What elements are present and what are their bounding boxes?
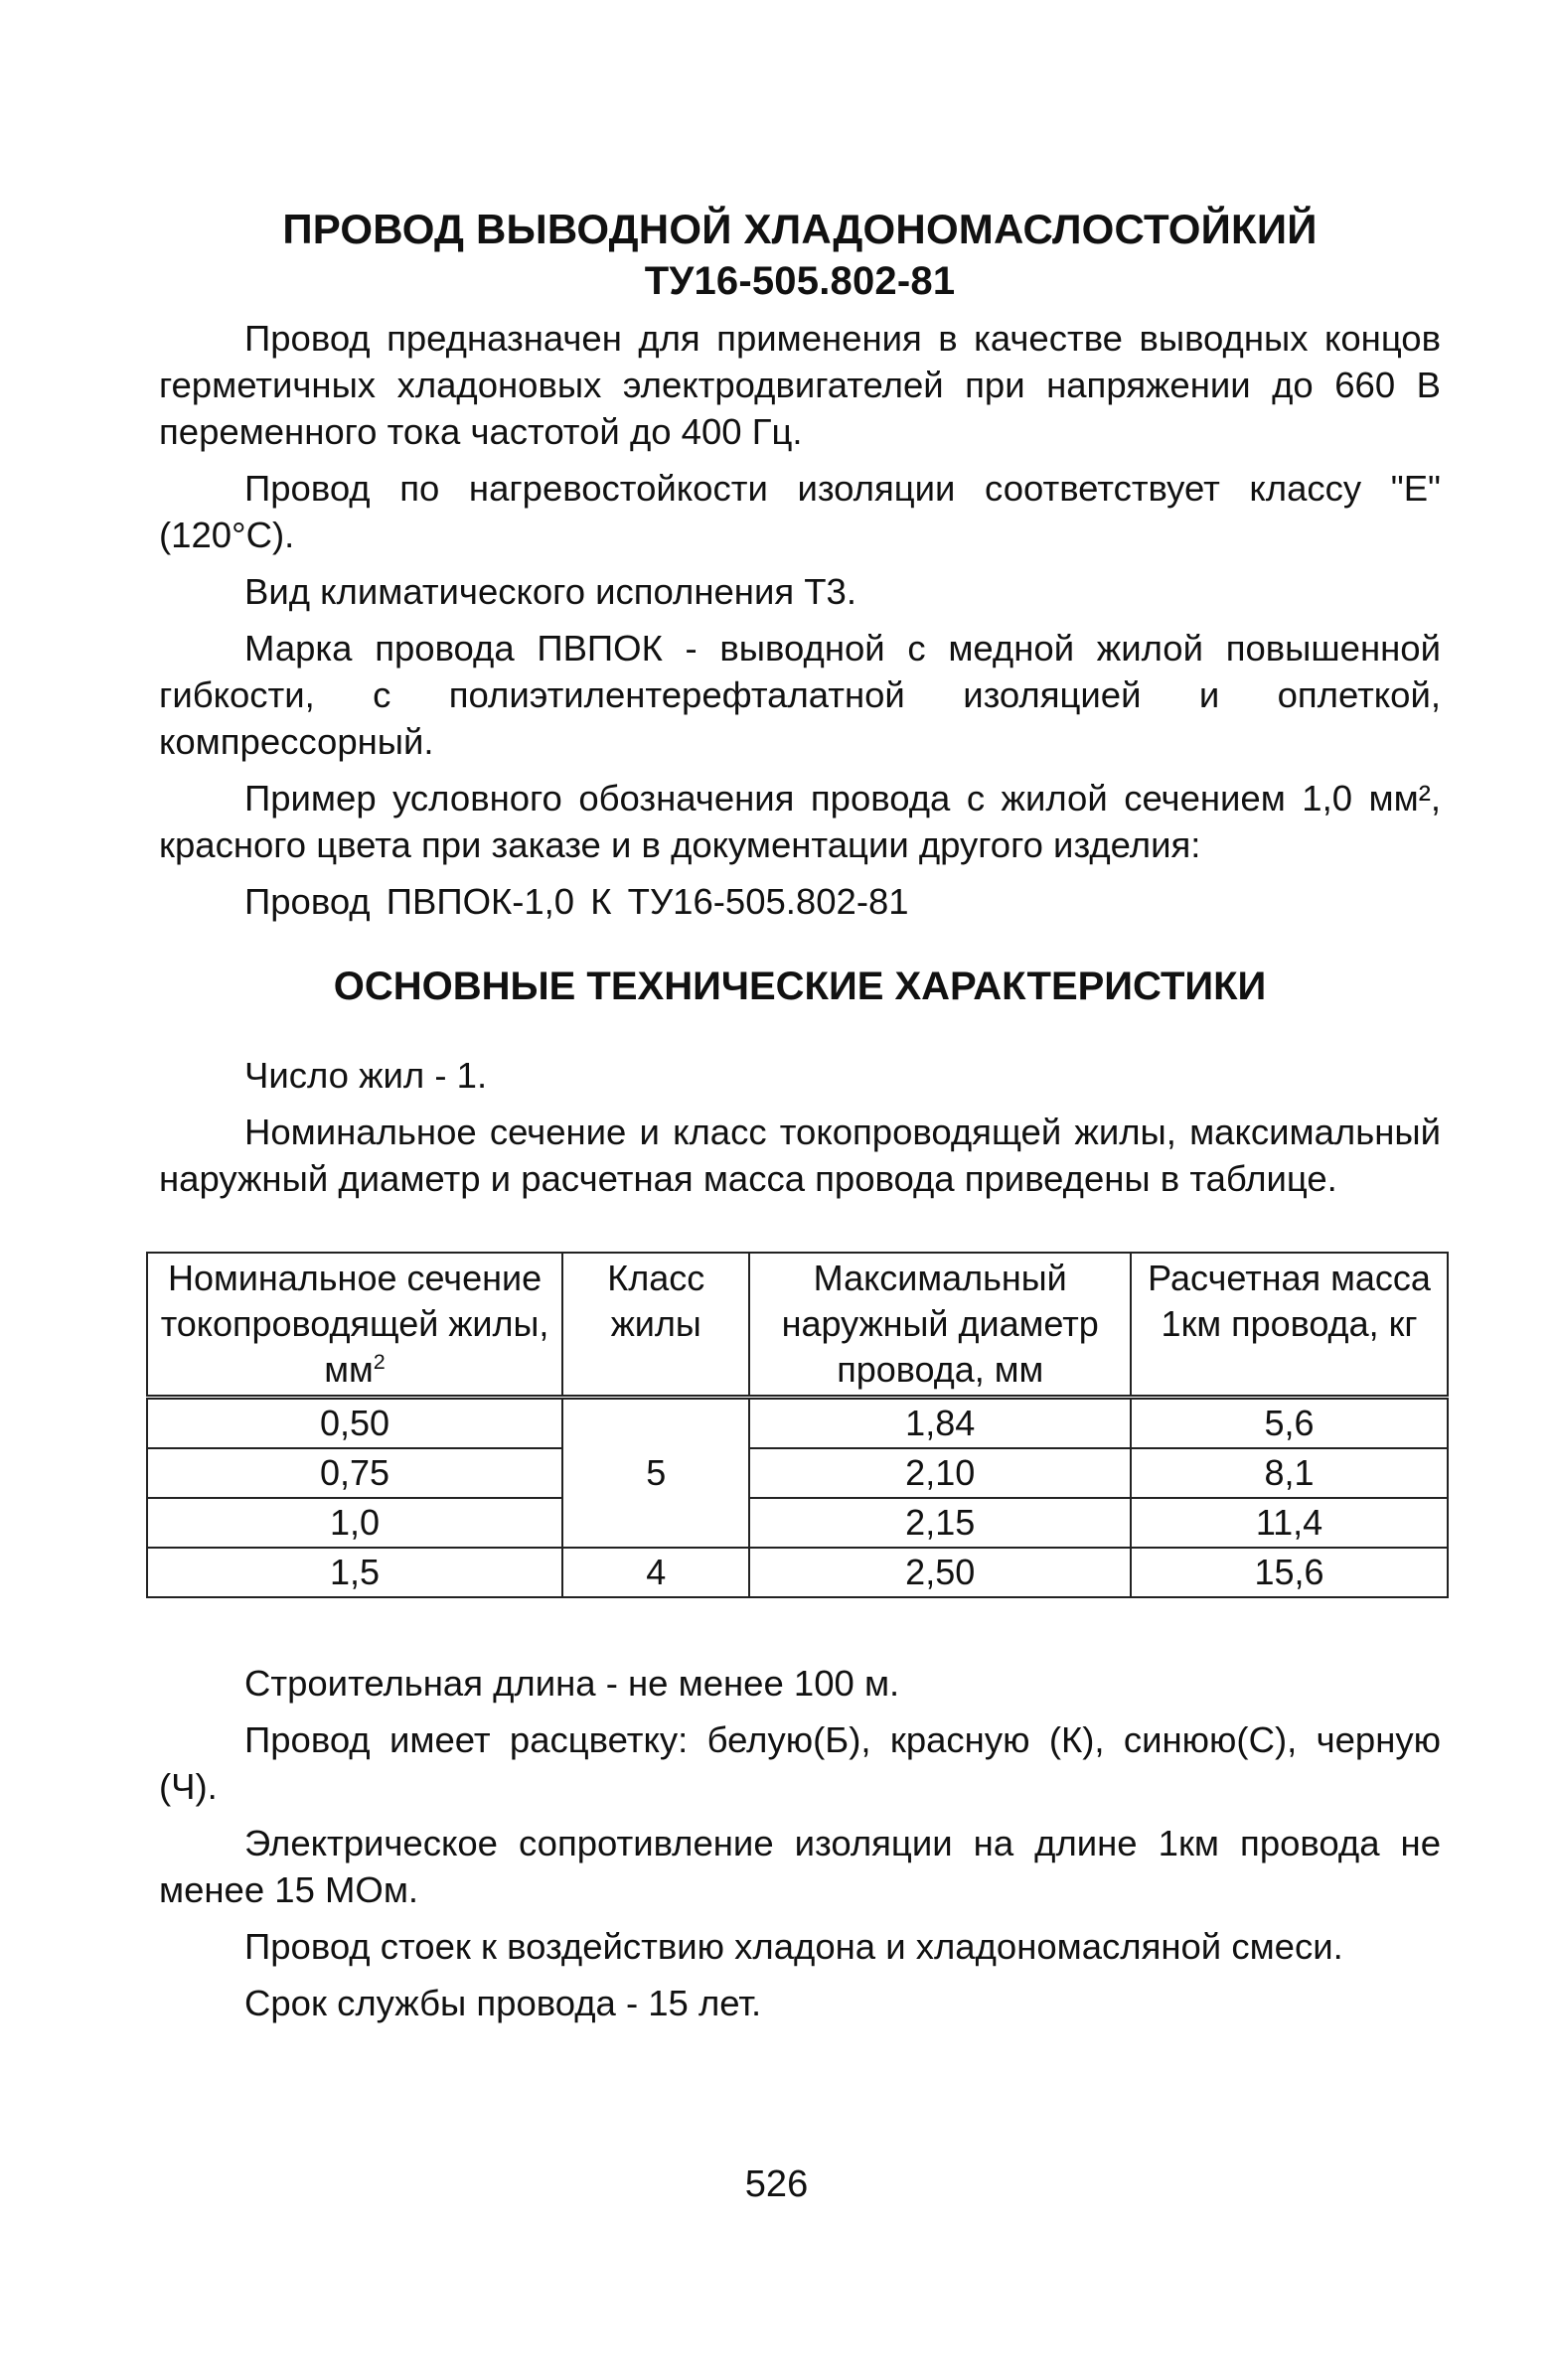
page-number: 526 xyxy=(744,2163,809,2205)
header-mass: Расчетная масса 1км провода, кг xyxy=(1131,1253,1448,1398)
specs-table xyxy=(146,1252,1449,1598)
document-title: ПРОВОД ВЫВОДНОЙ ХЛАДОНОМАСЛОСТОЙКИЙ xyxy=(282,206,1318,252)
table-row xyxy=(147,1498,1448,1548)
document-page xyxy=(159,204,1441,2036)
paragraph-service-life: Срок службы провода - 15 лет. xyxy=(244,1983,762,2023)
paragraph-example: Пример условного обозначения провода с жилой сечением 1,0 мм², красного цвета при заказе и в документации другого изделия: xyxy=(159,778,1441,865)
paragraph-resistance: Электрическое сопротивление изоляции на длине 1км провода не менее 15 МОм. xyxy=(159,1823,1441,1910)
header-diameter: Максимальный наружный диаметр провода, мм xyxy=(749,1253,1131,1398)
paragraph-heat-class: Провод по нагревостойкости изоляции соответствует классу "Е" (120°С). xyxy=(159,468,1441,555)
section-title: ОСНОВНЫЕ ТЕХНИЧЕСКИЕ ХАРАКТЕРИСТИКИ xyxy=(333,965,1267,1008)
table-header-row xyxy=(147,1253,1448,1398)
cell-class: 5 xyxy=(562,1398,749,1549)
cell-mass: 11,4 xyxy=(1131,1498,1448,1548)
cell-section: 0,50 xyxy=(147,1398,562,1449)
table-row xyxy=(147,1448,1448,1498)
paragraph-cores: Число жил - 1. xyxy=(244,1055,488,1096)
cell-diameter: 2,15 xyxy=(749,1498,1131,1548)
cell-mass: 5,6 xyxy=(1131,1398,1448,1449)
characteristics-footer xyxy=(159,1660,1441,2026)
cell-class: 4 xyxy=(562,1548,749,1597)
paragraph-table-intro: Номинальное сечение и класс токопроводящей жилы, максимальный наружный диаметр и расчетная масса провода приведены в таблице. xyxy=(159,1112,1441,1199)
paragraph-purpose: Провод предназначен для применения в качестве выводных концов герметичных хладоновых электродвигателей при напряжении до 660 В переменного тока частотой до 400 Гц. xyxy=(159,318,1441,452)
cell-diameter: 2,50 xyxy=(749,1548,1131,1597)
cell-diameter: 1,84 xyxy=(749,1398,1131,1449)
table-row xyxy=(147,1548,1448,1597)
cell-mass: 15,6 xyxy=(1131,1548,1448,1597)
cell-section: 0,75 xyxy=(147,1448,562,1498)
designation-example: Провод ПВПОК-1,0 К ТУ16-505.802-81 xyxy=(244,881,909,922)
header-section: Номинальное сечение токопроводящей жилы, $мм^2$ xyxy=(147,1253,562,1398)
paragraph-colors: Провод имеет расцветку: белую(Б), красную (К), синюю(С), черную (Ч). xyxy=(159,1719,1441,1807)
cell-section: 1,5 xyxy=(147,1548,562,1597)
paragraph-brand: Марка провода ПВПОК - выводной с медной жилой повышенной гибкости, с полиэтилентерефталатной изоляцией и оплеткой, компрессорный. xyxy=(159,628,1441,762)
cell-section: 1,0 xyxy=(147,1498,562,1548)
paragraph-climate: Вид климатического исполнения Т3. xyxy=(244,571,856,612)
paragraph-length: Строительная длина - не менее 100 м. xyxy=(244,1663,900,1704)
document-code: ТУ16-505.802-81 xyxy=(644,259,956,303)
header-class: Класс жилы xyxy=(562,1253,749,1398)
paragraph-resistance-to: Провод стоек к воздействию хладона и хладономасляной смеси. xyxy=(244,1926,1343,1967)
table-row xyxy=(147,1398,1448,1449)
cell-mass: 8,1 xyxy=(1131,1448,1448,1498)
cell-diameter: 2,10 xyxy=(749,1448,1131,1498)
